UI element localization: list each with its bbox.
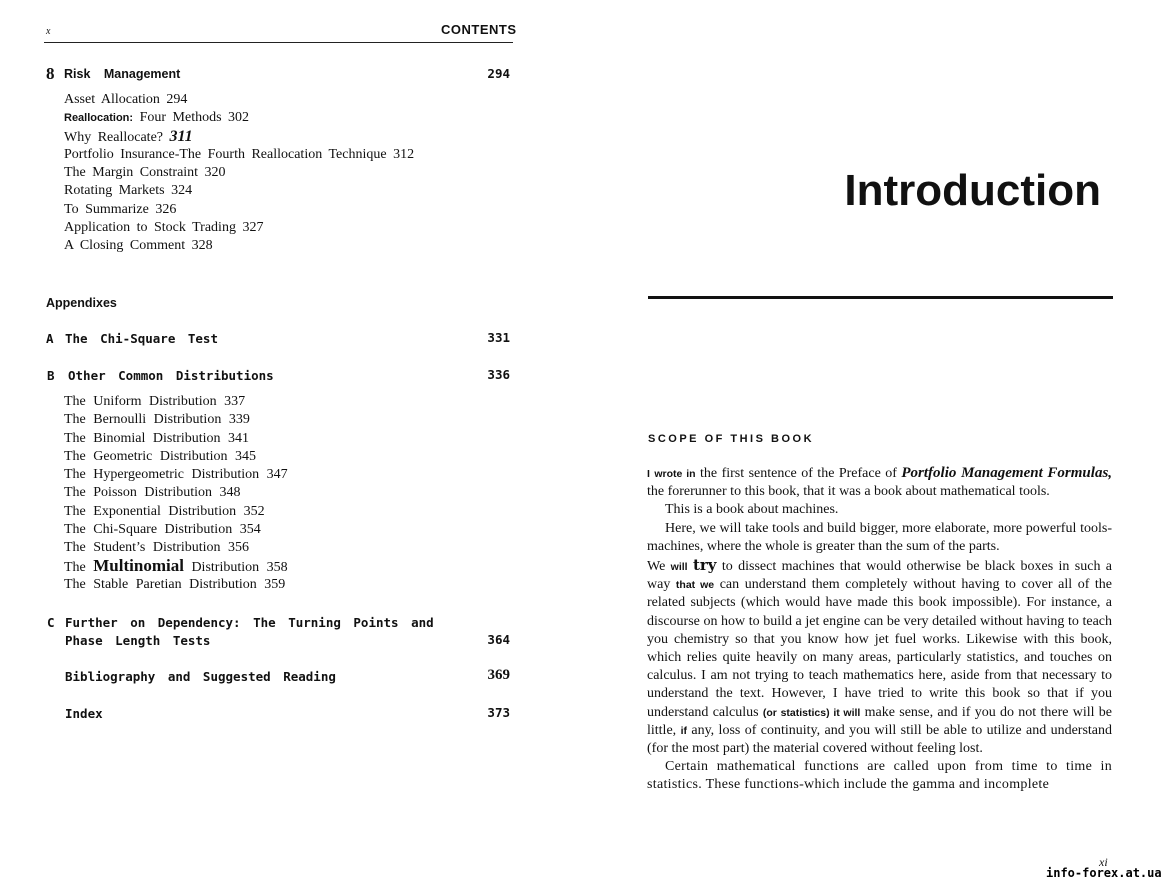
watermark: info-forex.at.ua: [1046, 866, 1162, 880]
toc-entry-text: Four Methods 302: [139, 110, 250, 125]
toc-entry: [64, 147, 414, 163]
toc-entry-text: The Geometric Distribution 345: [64, 449, 257, 464]
toc-entry: [64, 92, 187, 108]
toc-entry: [64, 431, 249, 447]
toc-entry: [64, 449, 256, 465]
toc-entry: [64, 522, 261, 538]
text-run: any, loss of continuity, and you will still be able to utilize and understand (for the most part) the material covered without feeling lost.: [647, 722, 1113, 757]
index-page: 373: [487, 705, 510, 720]
contents-page: [0, 0, 560, 884]
toc-entry: [64, 110, 249, 126]
chapter-number: 8: [46, 64, 55, 83]
text-run: to dissect machines that would otherwise be black boxes in such a way: [647, 559, 1113, 593]
toc-entry: [64, 238, 213, 254]
text-run: will: [670, 561, 688, 574]
title-rule: [648, 296, 1113, 299]
toc-entry-text: Portfolio Insurance-The Fourth Reallocation Technique 312: [64, 147, 415, 162]
toc-entry-text: Asset Allocation 294: [64, 92, 188, 107]
toc-entry-text: The Student’s Distribution 356: [64, 540, 250, 555]
toc-entry: [64, 165, 226, 181]
appendix-title: Further on Dependency: The Turning Points and: [65, 615, 434, 630]
text-run: the forerunner to this book, that it was a book about mathematical tools.: [647, 484, 1050, 500]
appendix-letter: C: [47, 615, 55, 630]
book-title: Portfolio Management Formulas,: [901, 465, 1113, 481]
toc-entry-text: To Summarize 326: [64, 202, 177, 217]
text-run: make sense, and if you do not there will be little,: [647, 704, 1113, 738]
bibliography-title: Bibliography and Suggested Reading: [65, 669, 336, 684]
text-run: if: [680, 724, 687, 737]
appendix-letter: B: [47, 368, 55, 383]
appendix-page: 364: [487, 632, 510, 647]
appendix-title: The Chi-Square Test: [65, 331, 218, 346]
toc-entry-page: 311: [169, 128, 193, 145]
chapter-page: 294: [487, 66, 510, 81]
index-title: Index: [65, 706, 103, 721]
body-text: [647, 464, 1112, 795]
appendix-page: 331: [487, 330, 510, 345]
chapter-title: Risk Management: [64, 67, 181, 81]
text-run: I: [647, 468, 650, 480]
introduction-page: [580, 0, 1164, 884]
text-run: try: [692, 556, 717, 575]
page-number: xi: [1099, 855, 1108, 869]
toc-entry-text: The Stable Paretian Distribution 359: [64, 577, 286, 592]
toc-entry: [64, 556, 288, 576]
toc-entry-text: The Binomial Distribution 341: [64, 431, 250, 446]
toc-entry-text: The Chi-Square Distribution 354: [64, 522, 261, 537]
toc-entry-text: Application to Stock Trading 327: [64, 220, 264, 235]
running-header: CONTENTS: [441, 22, 517, 37]
toc-entry: [64, 577, 285, 593]
text-run: wrote in: [654, 468, 696, 480]
toc-entry-prefix: The: [64, 560, 86, 575]
text-run: can understand them completely without having to cover all of the related subjects (which would have made this book impossible). For instance, a discourse on how to build a jet engine can be very detailed without having to teach you chemistry so that you know how jet fuel works. Likewise with this book, which relies quite heavily on many areas, particularly statistics, and touches on calculus. I am not trying to teach mathematics here, aside from that necessary to understand the text. However, I have tried to write this book so that if you understand calculus: [647, 577, 1113, 720]
toc-entry: [64, 504, 265, 520]
toc-entry: [64, 467, 288, 483]
toc-entry: [64, 128, 193, 146]
paragraph: This is a book about machines.: [665, 502, 839, 518]
toc-entry: [64, 220, 263, 236]
bibliography-page: 369: [487, 667, 510, 683]
toc-entry: [64, 202, 176, 218]
appendix-title: Other Common Distributions: [68, 368, 274, 383]
text-run: the first sentence of the Preface of: [700, 466, 897, 481]
toc-entry-text: Rotating Markets 324: [64, 183, 193, 198]
toc-entry: [64, 394, 245, 410]
page-number: x: [46, 26, 51, 37]
toc-entry-text: The Poisson Distribution 348: [64, 485, 241, 500]
toc-entry: [64, 540, 249, 556]
paragraph: Here, we will take tools and build bigger, more elaborate, more powerful tools-machines, where the whole is greater than the sum of the parts.: [647, 520, 1112, 554]
appendix-title-cont: Phase Length Tests: [65, 633, 211, 648]
paragraph: [647, 556, 1112, 758]
text-run: We: [647, 559, 666, 575]
toc-entry-text: Distribution 358: [191, 560, 288, 575]
toc-entry: [64, 485, 241, 501]
toc-entry-text: The Hypergeometric Distribution 347: [64, 467, 288, 482]
header-rule: [44, 42, 513, 43]
paragraph: [647, 464, 1112, 501]
toc-entry-text: Why Reallocate?: [64, 130, 164, 145]
toc-entry-text: The Margin Constraint 320: [64, 165, 226, 180]
appendix-page: 336: [487, 367, 510, 382]
text-run: that we: [675, 579, 715, 592]
chapter-heading: Introduction: [844, 166, 1101, 215]
toc-entry-text: The Bernoulli Distribution 339: [64, 412, 250, 427]
text-run: (or statistics) it will: [762, 706, 861, 719]
toc-entry: [64, 412, 250, 428]
appendix-letter: A: [46, 331, 54, 346]
appendixes-heading: Appendixes: [46, 296, 117, 310]
toc-entry-emphasis: Multinomial: [93, 556, 184, 575]
toc-entry: [64, 183, 192, 199]
section-heading: SCOPE OF THIS BOOK: [648, 433, 815, 445]
toc-entry-text: The Uniform Distribution 337: [64, 394, 246, 409]
toc-entry-text: A Closing Comment 328: [64, 238, 213, 253]
paragraph: Certain mathematical functions are called upon from time to time in statistics. These functions-which include the gamma and incomplete: [647, 759, 1112, 793]
toc-entry-text: The Exponential Distribution 352: [64, 504, 265, 519]
toc-entry-tag: Reallocation:: [64, 112, 134, 124]
